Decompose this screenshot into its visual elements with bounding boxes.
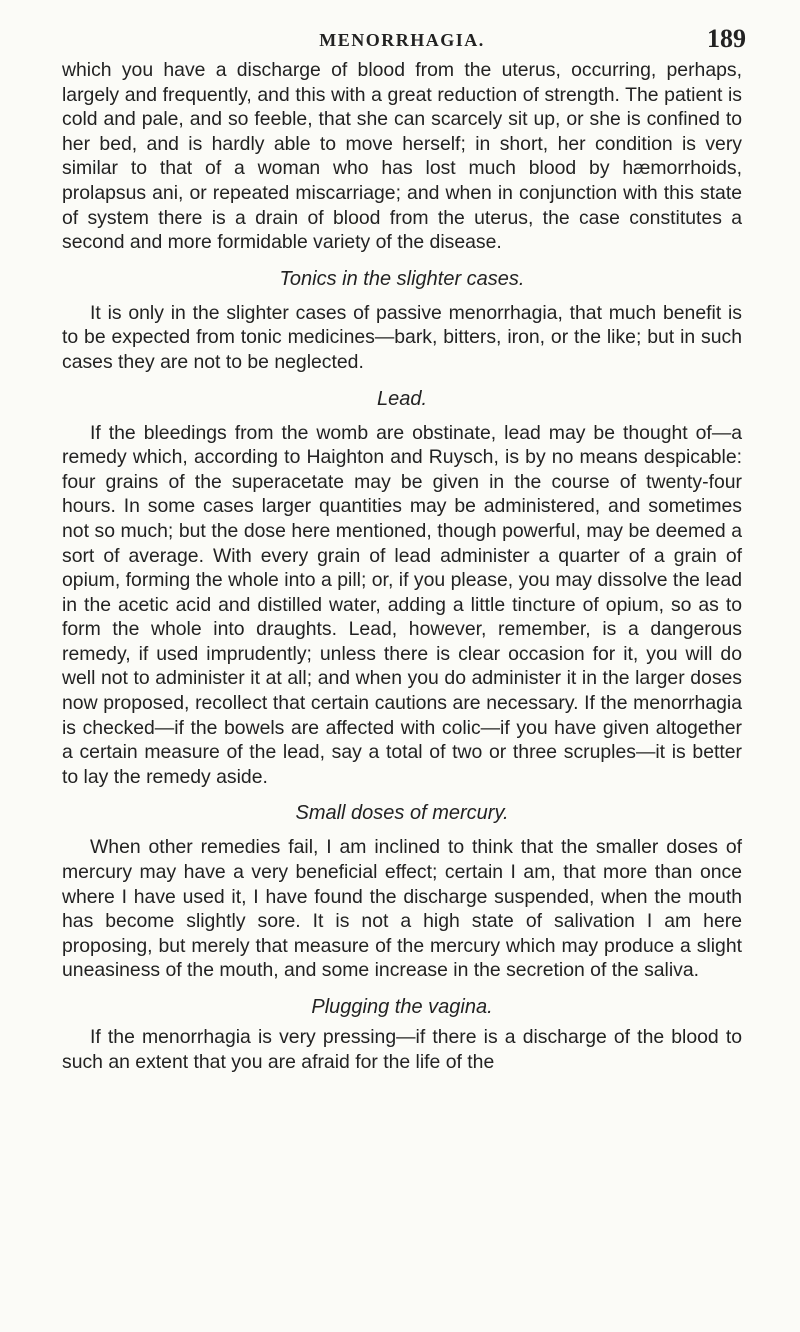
paragraph-tonics: It is only in the slighter cases of passive menorrhagia, that much benefit is to be expected from tonic medicines—bark, bitters, iron, or the like; but in such cases they are not to be neglected. bbox=[62, 301, 742, 373]
paragraph-lead: If the bleedings from the womb are obstinate, lead may be thought of—a remedy which, according to Haighton and Ruysch, is by no means despicable: four grains of the superacetate may be given in the course of twenty-four hours. In some cases larger quantities may be administered, and sometimes not so much; but the dose here mentioned, though powerful, may be deemed a sort of average. With every grain of lead administer a quarter of a grain of opium, forming the whole into a pill; or, if you please, you may dissolve the lead in the acetic acid and distilled water, adding a little tincture of opium, so as to form the whole into draughts. Lead, however, remember, is a dangerous remedy, if used imprudently; unless there is clear occasion for it, you will do well not to administer it at all; and when you do administer it in the larger doses now proposed, recollect that certain cautions are necessary. If the menorrhagia is checked—if the bowels are affected with colic—if you have given altogether a certain measure of the lead, say a total of two or three scruples—it is better to lay the remedy aside. bbox=[62, 421, 742, 788]
paragraph-mercury: When other remedies fail, I am inclined to think that the smaller doses of mercury may have a very beneficial effect; certain I am, that more than once where I have used it, I have found the discharge suspended, when the mouth has become slightly sore. It is not a high state of salivation I am here proposing, but merely that measure of the mercury which may produce a slight uneasiness of the mouth, and some increase in the secretion of the saliva. bbox=[62, 836, 742, 982]
section-heading-tonics: Tonics in the slighter cases. bbox=[279, 267, 525, 290]
running-title: MENORRHAGIA. bbox=[319, 30, 485, 50]
section-heading-mercury: Small doses of mercury. bbox=[295, 802, 509, 825]
page-number: 189 bbox=[707, 24, 746, 53]
section-heading-lead: Lead. bbox=[376, 387, 428, 410]
running-head bbox=[62, 24, 746, 58]
book-page bbox=[62, 24, 746, 1074]
paragraph-continued: which you have a discharge of blood from the uterus, occurring, perhaps, largely and frequently, and this with a great reduction of strength. The patient is cold and pale, and so feeble, that she can scarcely sit up, or she is confined to her bed, and is hardly able to move herself; in short, her condition is very similar to that of a woman who has lost much blood by hæmorrhoids, prolapsus ani, or repeated miscarriage; and when in conjunction with this state of system there is a drain of blood from the uterus, the case constitutes a second and more formidable variety of the disease. bbox=[62, 59, 742, 254]
section-heading-plugging: Plugging the vagina. bbox=[311, 996, 493, 1018]
paragraph-plugging: If the menorrhagia is very pressing—if there is a discharge of the blood to such an extent that you are afraid for the life of the bbox=[62, 1026, 742, 1073]
